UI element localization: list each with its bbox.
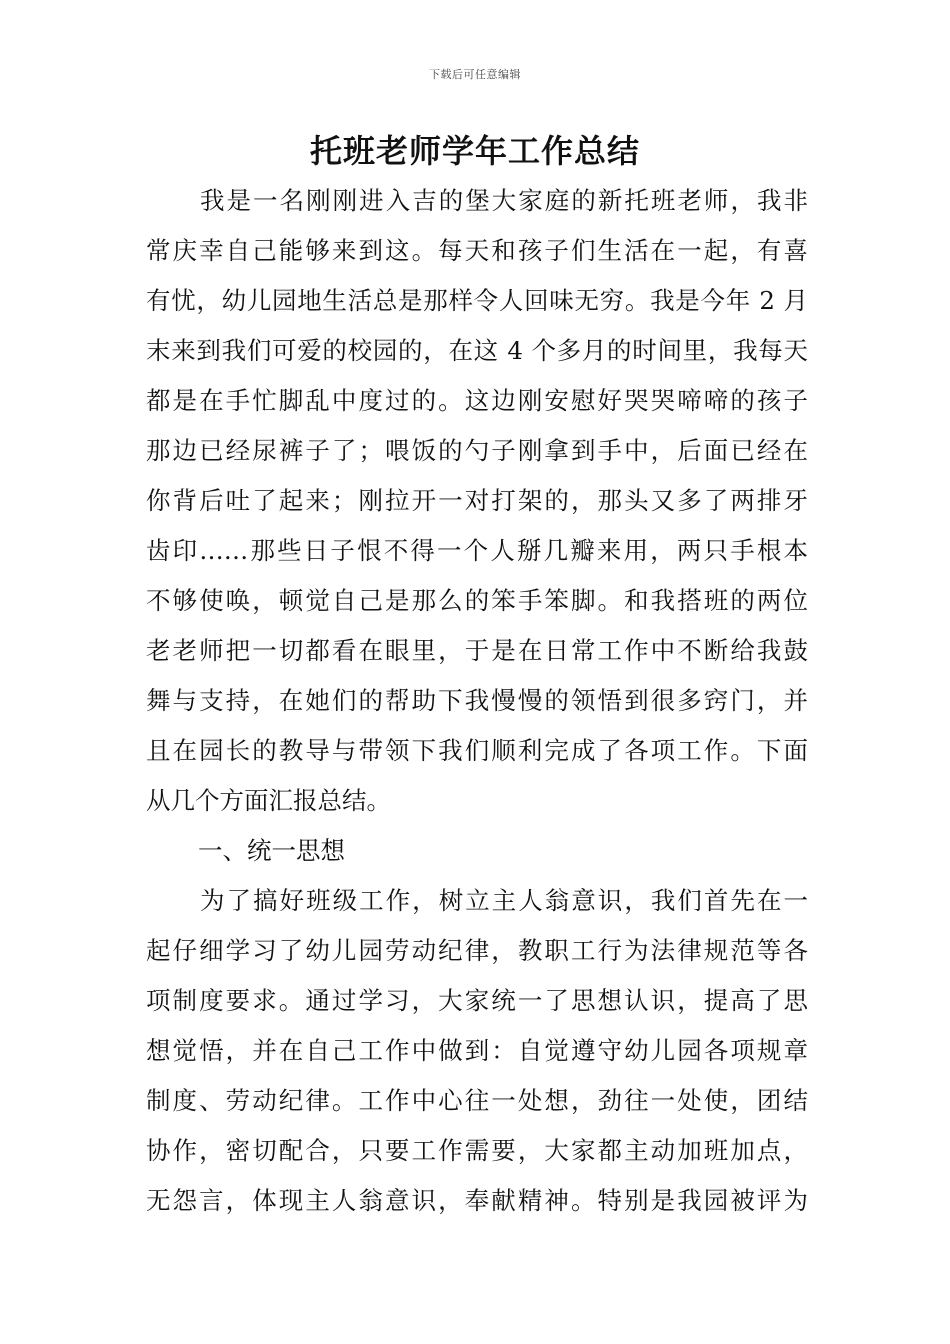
- paragraph-line: 且在园长的教导与带领下我们顺利完成了各项工作。下面: [146, 736, 808, 765]
- paragraph-line: 我是一名刚刚进入吉的堡大家庭的新托班老师，我非: [200, 186, 808, 215]
- paragraph-line: 都是在手忙脚乱中度过的。这边刚安慰好哭哭啼啼的孩子: [146, 386, 808, 415]
- paragraph-line: 不够使唤，顿觉自己是那么的笨手笨脚。和我搭班的两位: [146, 586, 808, 615]
- section-heading: 一、统一思想: [198, 836, 345, 865]
- paragraph-line: 舞与支持，在她们的帮助下我慢慢的领悟到很多窍门，并: [146, 686, 808, 715]
- paragraph-line: 有忧，幼儿园地生活总是那样令人回味无穷。我是今年 2 月: [146, 286, 808, 315]
- page-title: 托班老师学年工作总结: [309, 132, 640, 170]
- paragraph-line: 制度、劳动纪律。工作中心往一处想，劲往一处使，团结: [146, 1086, 808, 1115]
- paragraph-line: 想觉悟，并在自己工作中做到：自觉遵守幼儿园各项规章: [146, 1036, 808, 1065]
- paragraph-line: 从几个方面汇报总结。: [146, 786, 391, 815]
- paragraph-line: 老老师把一切都看在眼里，于是在日常工作中不断给我鼓: [146, 636, 808, 665]
- paragraph-line: 你背后吐了起来；刚拉开一对打架的，那头又多了两排牙: [146, 486, 808, 515]
- header-note: 下载后可任意编辑: [429, 68, 521, 81]
- paragraph-line: 齿印……那些日子恨不得一个人掰几瓣来用，两只手根本: [146, 536, 808, 565]
- paragraph-line: 无怨言，体现主人翁意识，奉献精神。特别是我园被评为: [146, 1186, 808, 1215]
- paragraph-line: 项制度要求。通过学习，大家统一了思想认识，提高了思: [146, 986, 808, 1015]
- paragraph-line: 末来到我们可爱的校园的，在这 4 个多月的时间里，我每天: [146, 336, 808, 365]
- paragraph-line: 协作，密切配合，只要工作需要，大家都主动加班加点，: [146, 1136, 808, 1165]
- paragraph-line: 那边已经尿裤子了；喂饭的勺子刚拿到手中，后面已经在: [146, 436, 808, 465]
- paragraph-line: 起仔细学习了幼儿园劳动纪律，教职工行为法律规范等各: [146, 936, 808, 965]
- document-body: [146, 176, 808, 1226]
- paragraph-line: 为了搞好班级工作，树立主人翁意识，我们首先在一: [200, 886, 808, 915]
- paragraph-line: 常庆幸自己能够来到这。每天和孩子们生活在一起，有喜: [146, 236, 808, 265]
